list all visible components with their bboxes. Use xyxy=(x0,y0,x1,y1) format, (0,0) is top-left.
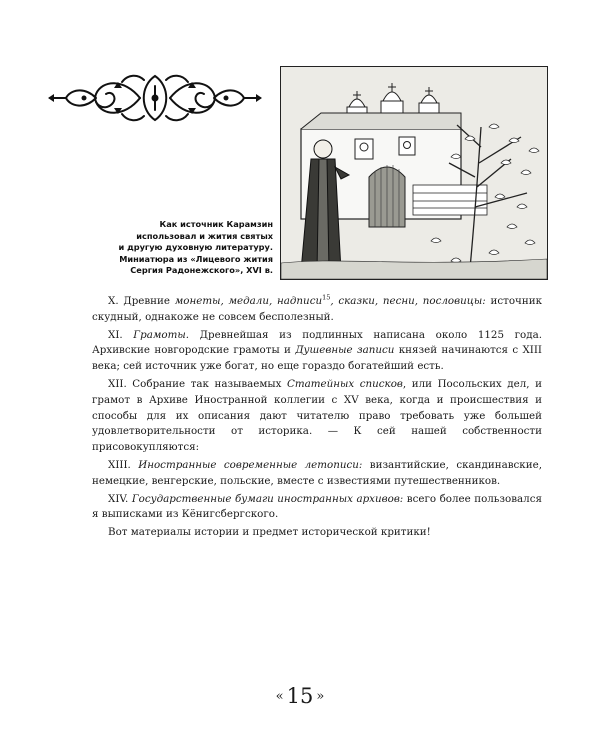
paragraph-closing: Вот материалы истории и предмет исторической критики! xyxy=(108,526,431,539)
miniature-illustration xyxy=(280,66,548,280)
page-number xyxy=(0,684,600,708)
page-number-left-mark: « xyxy=(275,689,284,704)
ornament-icon xyxy=(44,68,266,128)
page-number-right-mark: » xyxy=(316,689,325,704)
miniature-image xyxy=(281,67,547,279)
figure-caption xyxy=(110,219,273,277)
paragraph-xi: XI. Грамоты. Древнейшая из подлинных написана около 1125 года. Архивские новгородские грамоты и Душевные записи князей начинаются с XIII века; сей источник уже богат, но еще гораздо богатейший есть. xyxy=(92,328,542,373)
caption-line: Как источник Карамзин xyxy=(159,219,273,229)
page-number-value: 15 xyxy=(286,684,314,708)
body-text xyxy=(92,294,542,541)
caption-line: Сергия Радонежского», XVI в. xyxy=(130,265,273,276)
caption-line: Миниатюра из «Лицевого жития xyxy=(119,253,273,264)
paragraph-xiii: XIII. Иностранные современные летописи: византийские, скандинавские, немецкие, венгерские, польские, вместе с известиями путешественников. xyxy=(92,458,542,487)
paragraph-xiv: XIV. Государственные бумаги иностранных архивов: всего более пользовался я выписками из Кёнигсбергского. xyxy=(92,492,542,521)
paragraph-x: X. Древние монеты, медали, надписи$^{15}$, сказки, песни, пословицы: источник скудный, однакоже не совсем бесполезный. xyxy=(92,293,543,323)
paragraph-xii: XII. Собрание так называемых Статейных списков, или Посольских дел, и грамот в Архиве Иностранной коллегии с XV века, когда и происшествия и способы для их описания дают читателю право требовать уже большей удовлетворительности от историка. — К сей нашей собственности присовокупляются: xyxy=(92,377,542,454)
caption-line: и другую духовную литературу. xyxy=(118,242,273,253)
caption-line: использовал и жития святых xyxy=(136,230,273,241)
